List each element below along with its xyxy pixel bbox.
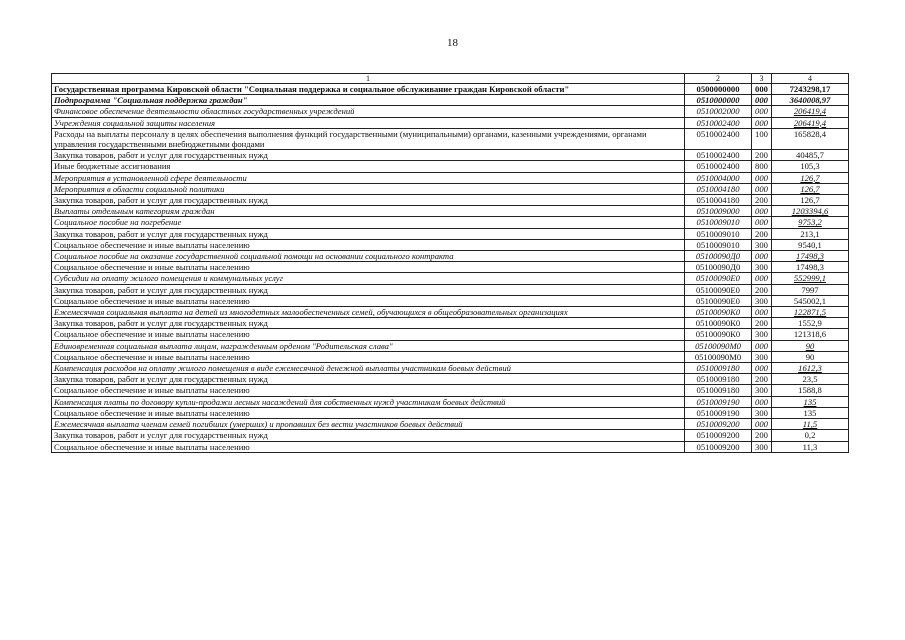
row-code: 0510004000 (685, 172, 752, 183)
row-vr: 000 (752, 117, 772, 128)
row-amount: 213,1 (772, 228, 849, 239)
table-row (52, 195, 849, 206)
row-code: 0510009200 (685, 430, 752, 441)
row-code: 05100090Е0 (685, 295, 752, 306)
row-vr: 000 (752, 396, 772, 407)
row-name: Ежемесячная социальная выплата на детей из многодетных малообеспеченных семей, обучающихся в общеобразовательных организациях (52, 307, 685, 318)
row-vr: 300 (752, 239, 772, 250)
row-vr: 000 (752, 363, 772, 374)
row-amount: 90 (772, 340, 849, 351)
table-row (52, 441, 849, 452)
row-name: Единовременная социальная выплата лицам, награжденным орденом "Родительская слава" (52, 340, 685, 351)
row-name: Учреждения социальной защиты населения (52, 117, 685, 128)
row-amount: 1612,3 (772, 363, 849, 374)
table-row (52, 84, 849, 95)
row-name: Социальное обеспечение и иные выплаты населению (52, 295, 685, 306)
row-amount: 40485,7 (772, 150, 849, 161)
row-vr: 000 (752, 273, 772, 284)
row-amount: 11,5 (772, 419, 849, 430)
row-vr: 300 (752, 407, 772, 418)
row-vr: 000 (752, 340, 772, 351)
row-code: 0510004180 (685, 183, 752, 194)
table-row (52, 95, 849, 106)
row-amount: 135 (772, 407, 849, 418)
table-row (52, 329, 849, 340)
row-name: Мероприятия в области социальной политики (52, 183, 685, 194)
table-row (52, 351, 849, 362)
row-name: Закупка товаров, работ и услуг для государственных нужд (52, 284, 685, 295)
row-code: 0510009010 (685, 217, 752, 228)
row-amount: 9540,1 (772, 239, 849, 250)
table-row (52, 172, 849, 183)
row-name: Компенсация расходов на оплату жилого помещения в виде ежемесячной денежной выплаты участникам боевых действий (52, 363, 685, 374)
table-row (52, 239, 849, 250)
row-amount: 1588,8 (772, 385, 849, 396)
row-code: 0510000000 (685, 95, 752, 106)
row-amount: 7997 (772, 284, 849, 295)
row-vr: 200 (752, 374, 772, 385)
row-amount: 9753,2 (772, 217, 849, 228)
row-vr: 000 (752, 419, 772, 430)
row-vr: 200 (752, 150, 772, 161)
row-name: Социальное обеспечение и иные выплаты населению (52, 385, 685, 396)
row-amount: 552999,1 (772, 273, 849, 284)
row-amount: 206419,4 (772, 117, 849, 128)
row-amount: 122871,5 (772, 307, 849, 318)
row-name: Закупка товаров, работ и услуг для государственных нужд (52, 150, 685, 161)
row-name: Государственная программа Кировской области "Социальная поддержка и социальное обслуживание граждан Кировской области" (52, 84, 685, 95)
table-row (52, 284, 849, 295)
row-code: 0500000000 (685, 84, 752, 95)
table-row (52, 385, 849, 396)
row-code: 0510009190 (685, 396, 752, 407)
row-vr: 200 (752, 430, 772, 441)
row-amount: 206419,4 (772, 106, 849, 117)
row-name: Закупка товаров, работ и услуг для государственных нужд (52, 195, 685, 206)
row-code: 0510009180 (685, 385, 752, 396)
row-code: 0510009000 (685, 206, 752, 217)
row-name: Выплаты отдельным категориям граждан (52, 206, 685, 217)
row-name: Социальное обеспечение и иные выплаты населению (52, 407, 685, 418)
header-row (52, 74, 849, 84)
row-amount: 0,2 (772, 430, 849, 441)
row-vr: 000 (752, 307, 772, 318)
row-code: 05100090К0 (685, 329, 752, 340)
page-number: 18 (447, 37, 458, 49)
row-name: Иные бюджетные ассигнования (52, 161, 685, 172)
row-code: 05100090Е0 (685, 284, 752, 295)
table-row (52, 251, 849, 262)
table-row (52, 307, 849, 318)
table-row (52, 273, 849, 284)
row-amount: 3640008,97 (772, 95, 849, 106)
table-row (52, 318, 849, 329)
row-name: Финансовое обеспечение деятельности областных государственных учреждений (52, 106, 685, 117)
row-name: Закупка товаров, работ и услуг для государственных нужд (52, 430, 685, 441)
row-name: Мероприятия в установленной сфере деятельности (52, 172, 685, 183)
row-amount: 126,7 (772, 183, 849, 194)
table-row (52, 217, 849, 228)
row-name: Социальное обеспечение и иные выплаты населению (52, 329, 685, 340)
row-vr: 300 (752, 441, 772, 452)
row-vr: 000 (752, 206, 772, 217)
row-amount: 7243298,17 (772, 84, 849, 95)
row-vr: 000 (752, 183, 772, 194)
row-code: 0510009180 (685, 374, 752, 385)
row-vr: 300 (752, 295, 772, 306)
table-row (52, 106, 849, 117)
row-amount: 126,7 (772, 195, 849, 206)
row-code: 05100090Д0 (685, 262, 752, 273)
table-row (52, 161, 849, 172)
table-row (52, 396, 849, 407)
row-vr: 300 (752, 262, 772, 273)
row-name: Закупка товаров, работ и услуг для государственных нужд (52, 374, 685, 385)
table-row (52, 363, 849, 374)
row-vr: 000 (752, 95, 772, 106)
budget-table (51, 73, 849, 453)
row-name: Социальное пособие на погребение (52, 217, 685, 228)
row-vr: 000 (752, 84, 772, 95)
row-code: 05100090М0 (685, 351, 752, 362)
row-vr: 300 (752, 351, 772, 362)
row-vr: 000 (752, 217, 772, 228)
row-amount: 90 (772, 351, 849, 362)
row-name: Расходы на выплаты персоналу в целях обеспечения выполнения функций государственными (муниципальными) органами, казенными учреждениями, органами управления государственными внебюджетными фондами (52, 128, 685, 149)
row-amount: 135 (772, 396, 849, 407)
table-row (52, 430, 849, 441)
row-vr: 100 (752, 128, 772, 149)
table-row (52, 206, 849, 217)
row-amount: 121318,6 (772, 329, 849, 340)
table-row (52, 183, 849, 194)
row-amount: 17498,3 (772, 262, 849, 273)
row-code: 0510002000 (685, 106, 752, 117)
table-row (52, 228, 849, 239)
row-code: 0510009010 (685, 228, 752, 239)
row-code: 0510009200 (685, 441, 752, 452)
row-name: Социальное пособие на оказание государственной социальной помощи на основании социального контракта (52, 251, 685, 262)
row-vr: 000 (752, 172, 772, 183)
row-amount: 1552,9 (772, 318, 849, 329)
row-vr: 200 (752, 195, 772, 206)
table-row (52, 340, 849, 351)
row-code: 05100090К0 (685, 318, 752, 329)
row-code: 0510009200 (685, 419, 752, 430)
row-code: 0510002400 (685, 117, 752, 128)
row-name: Ежемесячная выплата членам семей погибших (умерших) и пропавших без вести участников боевых действий (52, 419, 685, 430)
row-code: 0510002400 (685, 128, 752, 149)
row-code: 0510004180 (685, 195, 752, 206)
table-row (52, 407, 849, 418)
table-row (52, 128, 849, 149)
row-name: Компенсация платы по договору купли-продажи лесных насаждений для собственных нужд участникам боевых действий (52, 396, 685, 407)
header-col-1: 1 (52, 74, 685, 84)
row-name: Закупка товаров, работ и услуг для государственных нужд (52, 318, 685, 329)
row-vr: 200 (752, 284, 772, 295)
row-name: Субсидии на оплату жилого помещения и коммунальных услуг (52, 273, 685, 284)
row-vr: 800 (752, 161, 772, 172)
row-amount: 23,5 (772, 374, 849, 385)
row-name: Закупка товаров, работ и услуг для государственных нужд (52, 228, 685, 239)
header-col-3: 3 (752, 74, 772, 84)
row-name: Социальное обеспечение и иные выплаты населению (52, 262, 685, 273)
table-row (52, 419, 849, 430)
row-vr: 000 (752, 106, 772, 117)
row-vr: 200 (752, 228, 772, 239)
row-amount: 165828,4 (772, 128, 849, 149)
table-row (52, 117, 849, 128)
table-row (52, 295, 849, 306)
row-amount: 17498,3 (772, 251, 849, 262)
row-vr: 300 (752, 329, 772, 340)
row-vr: 000 (752, 251, 772, 262)
table-row (52, 374, 849, 385)
row-code: 0510009190 (685, 407, 752, 418)
row-name: Подпрограмма "Социальная поддержка граждан" (52, 95, 685, 106)
row-code: 0510009180 (685, 363, 752, 374)
row-name: Социальное обеспечение и иные выплаты населению (52, 441, 685, 452)
row-amount: 105,3 (772, 161, 849, 172)
row-code: 0510002400 (685, 150, 752, 161)
row-code: 05100090К0 (685, 307, 752, 318)
row-code: 05100090М0 (685, 340, 752, 351)
row-amount: 126,7 (772, 172, 849, 183)
header-col-2: 2 (685, 74, 752, 84)
row-name: Социальное обеспечение и иные выплаты населению (52, 351, 685, 362)
row-vr: 300 (752, 385, 772, 396)
row-name: Социальное обеспечение и иные выплаты населению (52, 239, 685, 250)
row-code: 05100090Д0 (685, 251, 752, 262)
row-code: 0510002400 (685, 161, 752, 172)
row-amount: 1203394,6 (772, 206, 849, 217)
row-code: 05100090Е0 (685, 273, 752, 284)
row-code: 0510009010 (685, 239, 752, 250)
row-vr: 200 (752, 318, 772, 329)
table-row (52, 150, 849, 161)
row-amount: 545002,1 (772, 295, 849, 306)
table-row (52, 262, 849, 273)
row-amount: 11,3 (772, 441, 849, 452)
header-col-4: 4 (772, 74, 849, 84)
